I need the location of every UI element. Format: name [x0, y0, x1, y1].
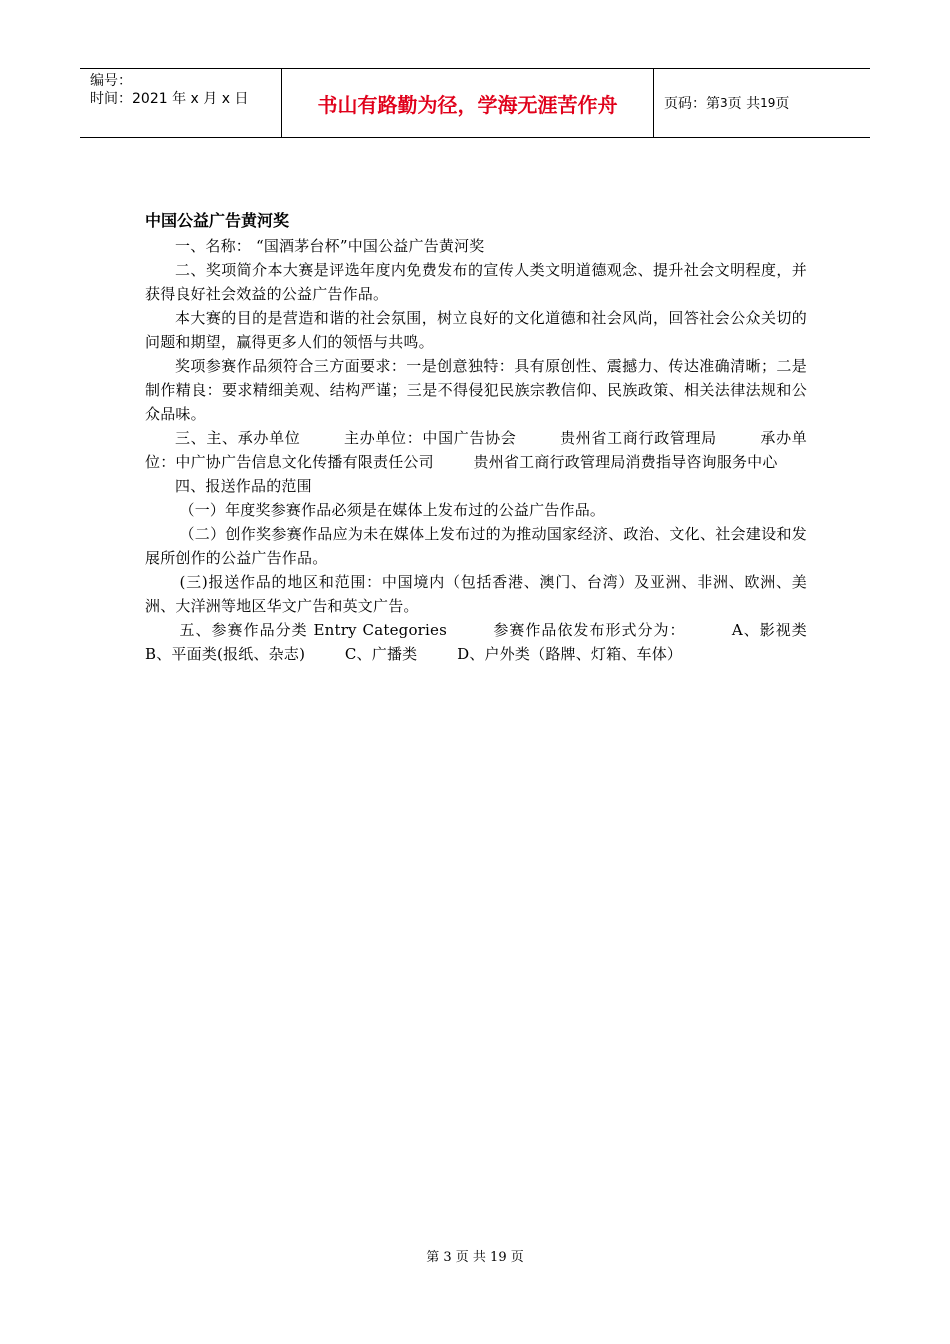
paragraph-purpose: 本大赛的目的是营造和谐的社会氛围，树立良好的文化道德和社会风尚，回答社会公众关切的问题和期望，赢得更多人们的领悟与共鸣。 — [145, 309, 807, 351]
paragraph-categories: 五、参赛作品分类 Entry Categories 参赛作品依发布形式分为： A、影视类 B、平面类(报纸、杂志) C、广播类 D、户外类（路牌、灯箱、车体） — [145, 621, 847, 663]
document-header — [80, 68, 870, 138]
page-total: 19 — [760, 96, 776, 110]
date-label: 时间：2021 年 x 月 x 日 — [90, 91, 249, 107]
header-motto-cell — [281, 69, 654, 137]
page-footer: 第 3 页 共 19 页 — [426, 1250, 524, 1265]
paragraph-intro: 二、奖项简介本大赛是评选年度内免费发布的宣传人类文明道德观念、提升社会文明程度，并获得良好社会效益的公益广告作品。 — [145, 261, 807, 303]
motto-text: 书山有路勤为径，学海无涯苦作舟 — [317, 92, 618, 117]
paragraph-scope-3: (三)报送作品的地区和范围：中国境内（包括香港、澳门、台湾）及亚洲、非洲、欧洲、美洲、大洋洲等地区华文广告和英文广告。 — [145, 573, 807, 615]
document-title: 中国公益广告黄河奖 — [145, 211, 290, 230]
page-prefix: 页码：第 — [664, 96, 720, 112]
header-page-cell — [654, 69, 870, 137]
paragraph-scope-heading: 四、报送作品的范围 — [175, 477, 312, 495]
header-info-cell — [80, 69, 281, 137]
paragraph-organizers: 三、主、承办单位 主办单位：中国广告协会 贵州省工商行政管理局 承办单位：中广协广告信息文化传播有限责任公司 贵州省工商行政管理局消费指导咨询服务中心 — [145, 429, 807, 471]
paragraph-requirements: 奖项参赛作品须符合三方面要求：一是创意独特：具有原创性、震撼力、传达准确清晰；二是制作精良：要求精细美观、结构严谨；三是不得侵犯民族宗教信仰、民族政策、相关法律法规和公众品味。 — [145, 357, 807, 423]
paragraph-name: 一、名称： “国酒茅台杯”中国公益广告黄河奖 — [175, 237, 485, 255]
document-body — [145, 208, 847, 666]
paragraph-scope-1: （一）年度奖参赛作品必须是在媒体上发布过的公益广告作品。 — [179, 501, 606, 519]
page-current: 3 — [720, 96, 728, 110]
number-label: 编号： — [90, 73, 132, 89]
page-suffix: 页 — [775, 96, 790, 112]
page-mid: 页 共 — [727, 96, 761, 112]
paragraph-scope-2: （二）创作奖参赛作品应为未在媒体上发布过的为推动国家经济、政治、文化、社会建设和发展所创作的公益广告作品。 — [145, 525, 807, 567]
